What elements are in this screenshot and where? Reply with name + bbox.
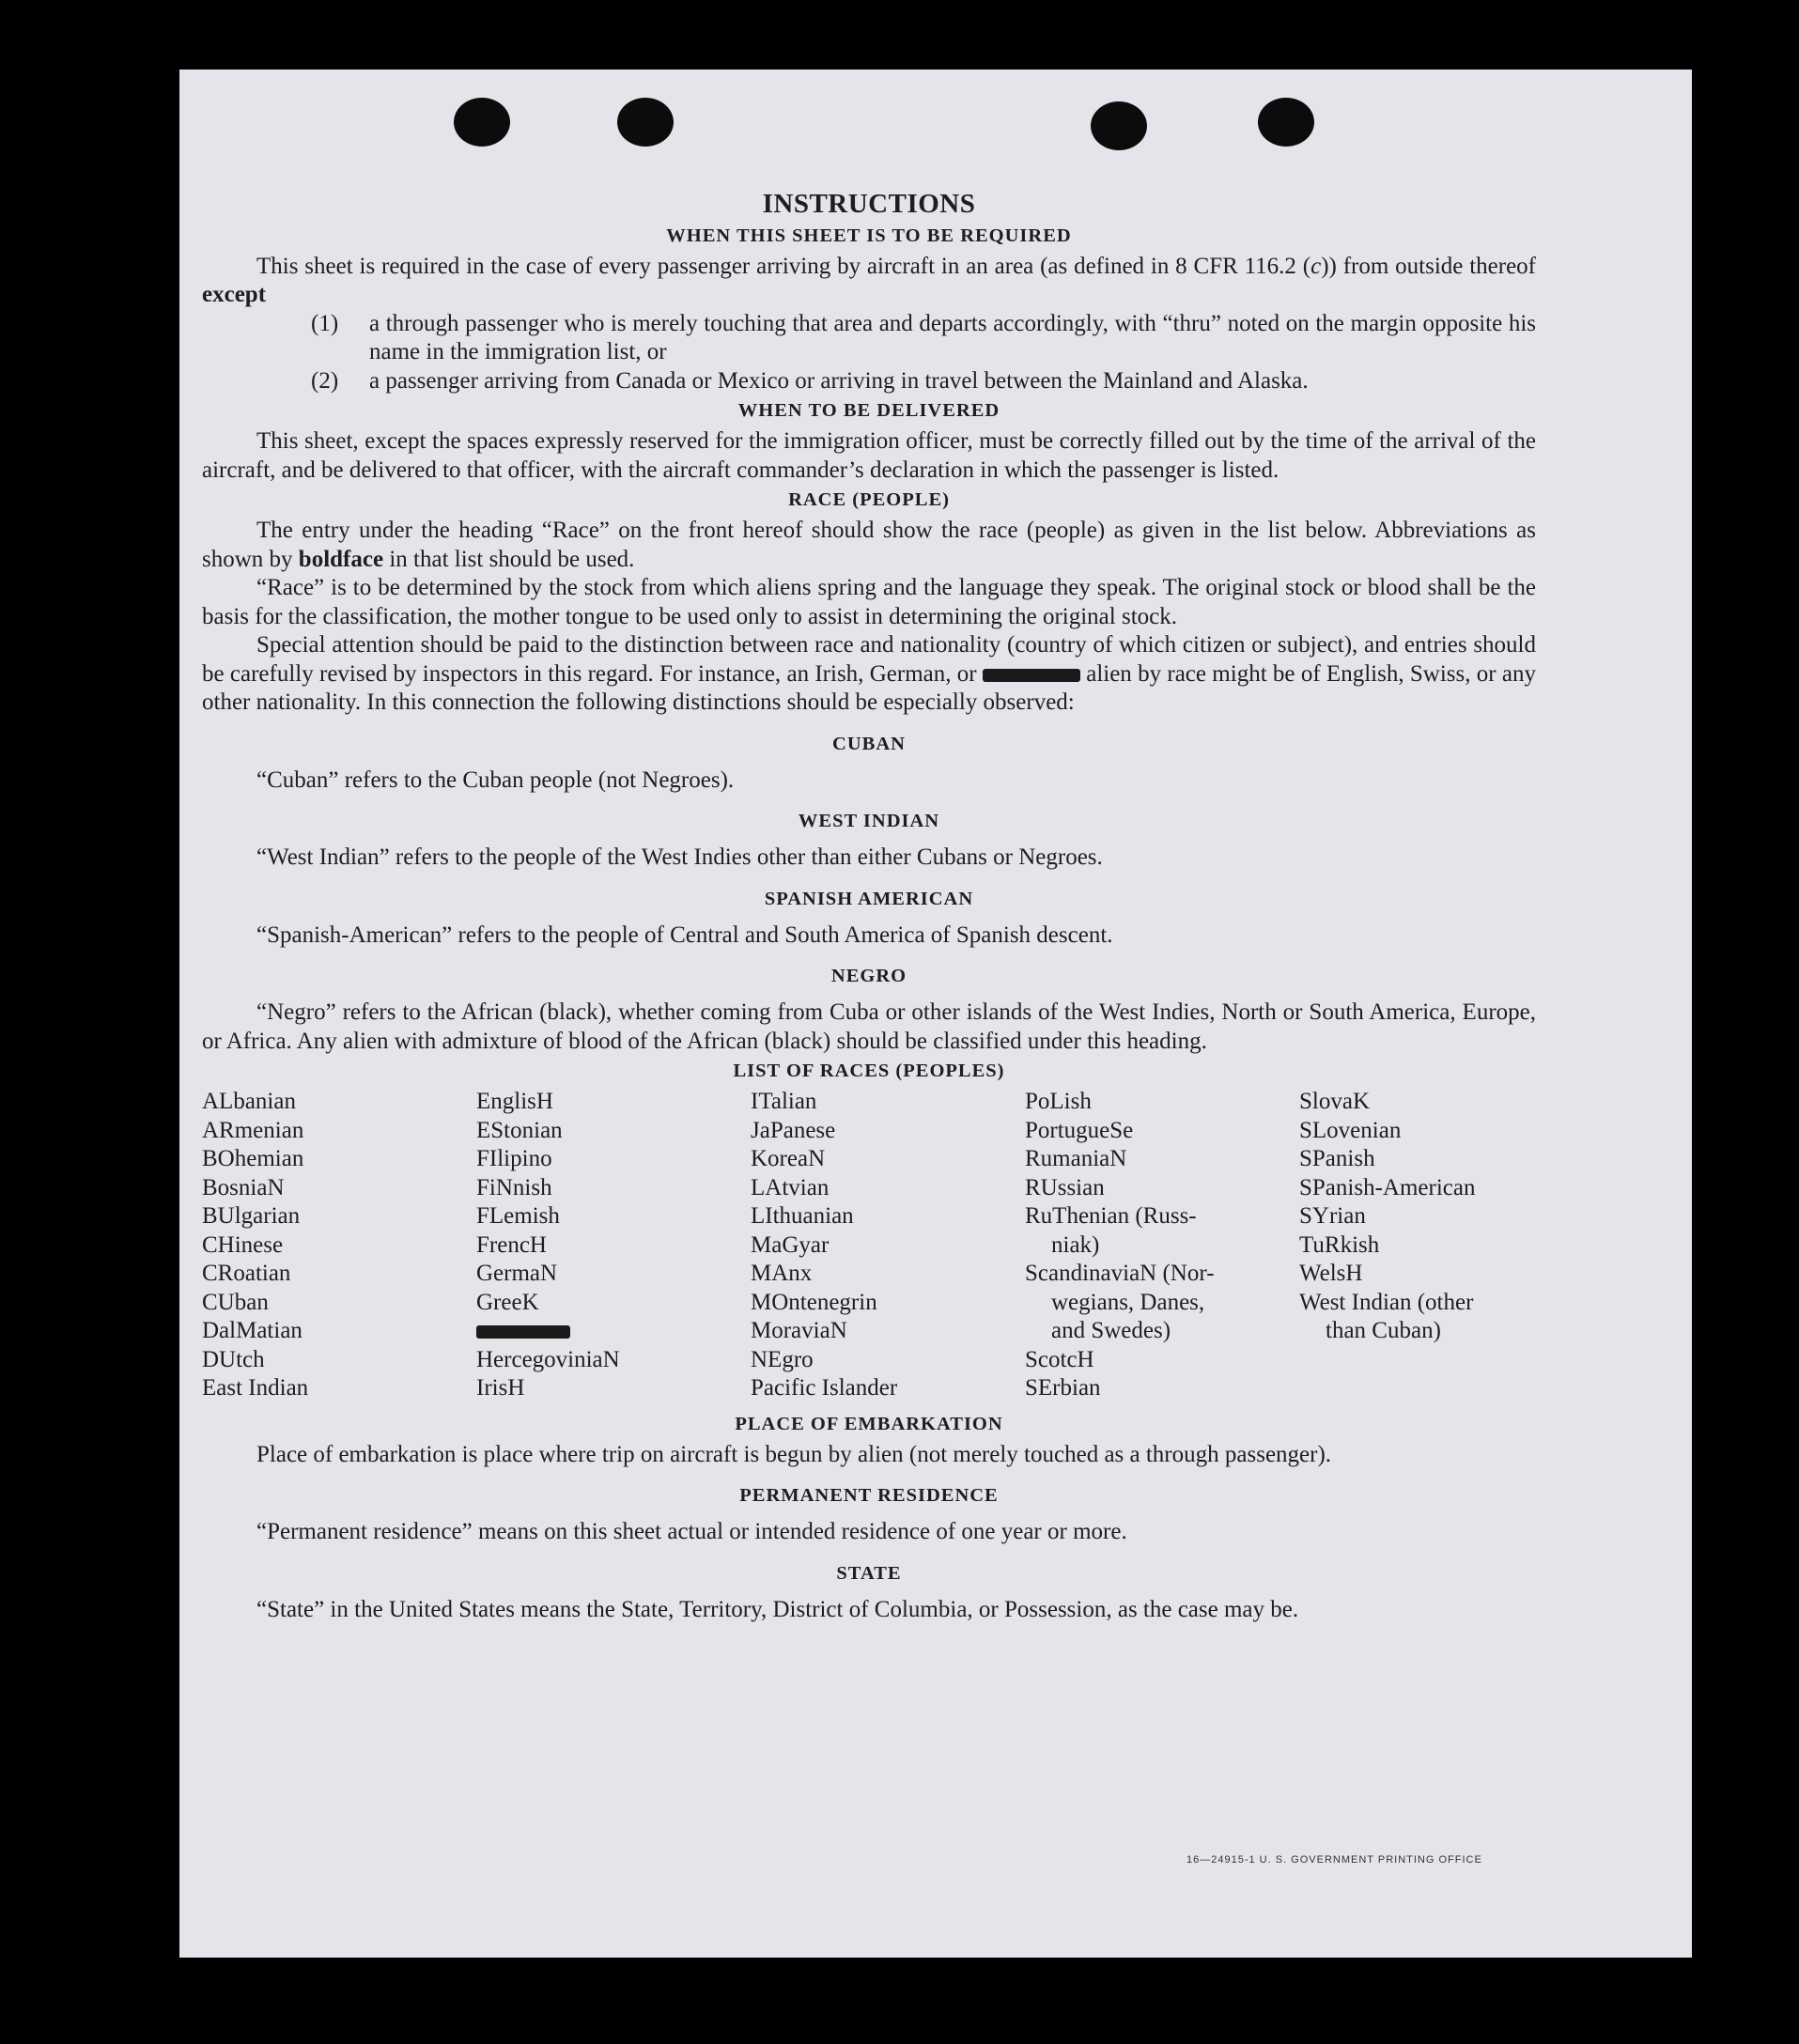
race-entry: ARmenian <box>202 1117 304 1143</box>
race-entry: GermaN <box>476 1261 558 1286</box>
paragraph: “Negro” refers to the African (black), whether coming from Cuba or other islands of the West Indies, North or South America, Europe, or Africa. Any alien with admixture of blood of the African (black) should be classified under this heading. <box>202 999 1536 1054</box>
race-entry: FiNnish <box>476 1174 552 1200</box>
race-entry: DUtch <box>202 1346 265 1372</box>
race-entry: Pacific Islander <box>751 1375 898 1401</box>
race-entry: niak) <box>1051 1231 1100 1258</box>
paragraph: “Spanish-American” refers to the people of Central and South America of Spanish descent. <box>256 921 1113 948</box>
paragraph: “West Indian” refers to the people of the West Indies other than either Cubans or Negroes. <box>256 844 1103 870</box>
race-entry: RumaniaN <box>1025 1146 1127 1171</box>
race-entry: MoraviaN <box>751 1318 847 1343</box>
race-entry: IrisH <box>476 1375 525 1401</box>
race-entry: BUlgarian <box>202 1203 301 1229</box>
race-entry: HercegoviniaN <box>476 1346 620 1372</box>
document-page <box>179 70 1692 1958</box>
race-entry: West Indian (other <box>1299 1289 1474 1315</box>
race-entry: KoreaN <box>751 1146 826 1171</box>
document-body <box>202 190 1536 1624</box>
race-entry: CUban <box>202 1289 269 1315</box>
race-entry: and Swedes) <box>1051 1318 1171 1343</box>
race-entry: CHinese <box>202 1231 284 1258</box>
paragraph-text: alien by race might be of English, Swiss, or any other nationality. In this connection the following distinctions should be especially observed: <box>202 660 1536 715</box>
section-heading: PERMANENT RESIDENCE <box>739 1485 999 1506</box>
section-heading: WHEN THIS SHEET IS TO BE REQUIRED <box>666 225 1072 246</box>
race-column <box>1025 1088 1299 1403</box>
paragraph: The entry under the heading “Race” on the front hereof should show the race (people) as given in the list below. Abbreviations as shown by boldface in that list should be used. <box>202 518 1536 572</box>
list-item <box>202 367 1536 396</box>
section-heading: SPANISH AMERICAN <box>764 888 974 909</box>
race-entry: BosniaN <box>202 1174 285 1200</box>
section-heading: PLACE OF EMBARKATION <box>735 1413 1003 1434</box>
race-entry: SlovaK <box>1299 1089 1370 1114</box>
race-entry: TuRkish <box>1299 1231 1380 1258</box>
race-entry: MOntenegrin <box>751 1289 877 1315</box>
race-entry: PoLish <box>1025 1089 1092 1114</box>
punch-hole <box>617 98 674 147</box>
list-item <box>202 310 1536 367</box>
race-entry: LIthuanian <box>751 1203 854 1229</box>
list-text: a passenger arriving from Canada or Mexico or arriving in travel between the Mainland and Alaska. <box>369 367 1309 394</box>
section-heading: CUBAN <box>832 733 906 754</box>
race-entry: EnglisH <box>476 1089 553 1114</box>
race-column <box>476 1088 751 1403</box>
race-column <box>751 1088 1025 1403</box>
race-entry: ScotcH <box>1025 1346 1094 1372</box>
race-entry: BOhemian <box>202 1146 304 1171</box>
list-text: a through passenger who is merely touching that area and departs accordingly, with “thru” noted on the margin opposite his name in the immigration list, or <box>369 310 1536 364</box>
race-entry: FLemish <box>476 1203 560 1229</box>
race-entry: GreeK <box>476 1289 539 1315</box>
section-heading: RACE (PEOPLE) <box>788 489 950 510</box>
paragraph <box>202 631 1536 718</box>
race-entry: SYrian <box>1299 1203 1366 1229</box>
race-entry <box>476 1317 751 1346</box>
race-entry: SPanish <box>1299 1146 1375 1171</box>
redaction-mark <box>983 669 1080 682</box>
race-entry: MAnx <box>751 1261 813 1286</box>
race-entry: LAtvian <box>751 1174 830 1200</box>
redaction-mark <box>476 1325 570 1339</box>
race-entry: RUssian <box>1025 1174 1105 1200</box>
race-entry: SLovenian <box>1299 1117 1402 1143</box>
section-heading: STATE <box>836 1562 902 1584</box>
punch-hole <box>454 98 510 147</box>
printer-code: 16—24915-1 U. S. GOVERNMENT PRINTING OFFICE <box>1186 1854 1482 1866</box>
race-entry: wegians, Danes, <box>1051 1289 1205 1315</box>
race-column <box>1299 1088 1574 1403</box>
paragraph-text: Special attention should be paid to the distinction between race and nationality (country of which citizen or subject), and entries should be carefully revised by inspectors in this regard. For instance, an Irish, German, or <box>202 632 1536 687</box>
race-entry: MaGyar <box>751 1231 830 1258</box>
list-number: (1) <box>311 310 339 336</box>
paragraph: This sheet is required in the case of every passenger arriving by aircraft in an area (as defined in 8 CFR 116.2 (c)) from outside thereof except <box>202 253 1536 307</box>
page-title: INSTRUCTIONS <box>762 189 976 219</box>
race-entry: WelsH <box>1299 1261 1363 1286</box>
section-heading: WHEN TO BE DELIVERED <box>737 400 1000 421</box>
paragraph: “Permanent residence” means on this sheet actual or intended residence of one year or more. <box>256 1519 1127 1544</box>
section-heading: WEST INDIAN <box>798 811 940 831</box>
paragraph: This sheet, except the spaces expressly reserved for the immigration officer, must be correctly filled out by the time of the arrival of the aircraft, and be delivered to that officer, with the aircraft commander’s declaration in which the passenger is listed. <box>202 428 1536 483</box>
race-entry: SPanish-American <box>1299 1174 1476 1200</box>
race-entry: RuThenian (Russ- <box>1025 1203 1197 1229</box>
paragraph: Place of embarkation is place where trip on aircraft is begun by alien (not merely touched as a through passenger). <box>256 1441 1332 1467</box>
race-entry: SErbian <box>1025 1375 1101 1401</box>
paragraph: “Race” is to be determined by the stock from which aliens spring and the language they speak. The original stock or blood shall be the basis for the classification, the mother tongue to be used only to assist in determining the original stock. <box>202 575 1536 629</box>
race-entry: ScandinaviaN (Nor- <box>1025 1261 1215 1286</box>
race-entry: CRoatian <box>202 1261 291 1286</box>
section-heading: NEGRO <box>830 966 907 986</box>
punch-hole <box>1091 101 1147 150</box>
paragraph: “State” in the United States means the State, Territory, District of Columbia, or Possession, as the case may be. <box>256 1596 1299 1622</box>
race-entry: JaPanese <box>751 1117 836 1143</box>
race-entry: NEgro <box>751 1346 814 1372</box>
race-entry: East Indian <box>202 1375 309 1401</box>
race-entry: than Cuban) <box>1326 1318 1441 1343</box>
race-entry: DalMatian <box>202 1318 302 1343</box>
race-entry: ITalian <box>751 1089 817 1114</box>
section-heading: LIST OF RACES (PEOPLES) <box>733 1061 1005 1081</box>
race-entry: PortugueSe <box>1025 1117 1134 1143</box>
paragraph: “Cuban” refers to the Cuban people (not Negroes). <box>256 766 735 793</box>
race-column <box>202 1088 476 1403</box>
race-entry: FrencH <box>476 1231 547 1258</box>
punch-hole <box>1258 98 1314 147</box>
race-entry: ALbanian <box>202 1089 296 1114</box>
race-entry: FIlipino <box>476 1146 552 1171</box>
race-list <box>202 1088 1536 1403</box>
race-entry: EStonian <box>476 1117 563 1143</box>
list-number: (2) <box>311 367 339 394</box>
